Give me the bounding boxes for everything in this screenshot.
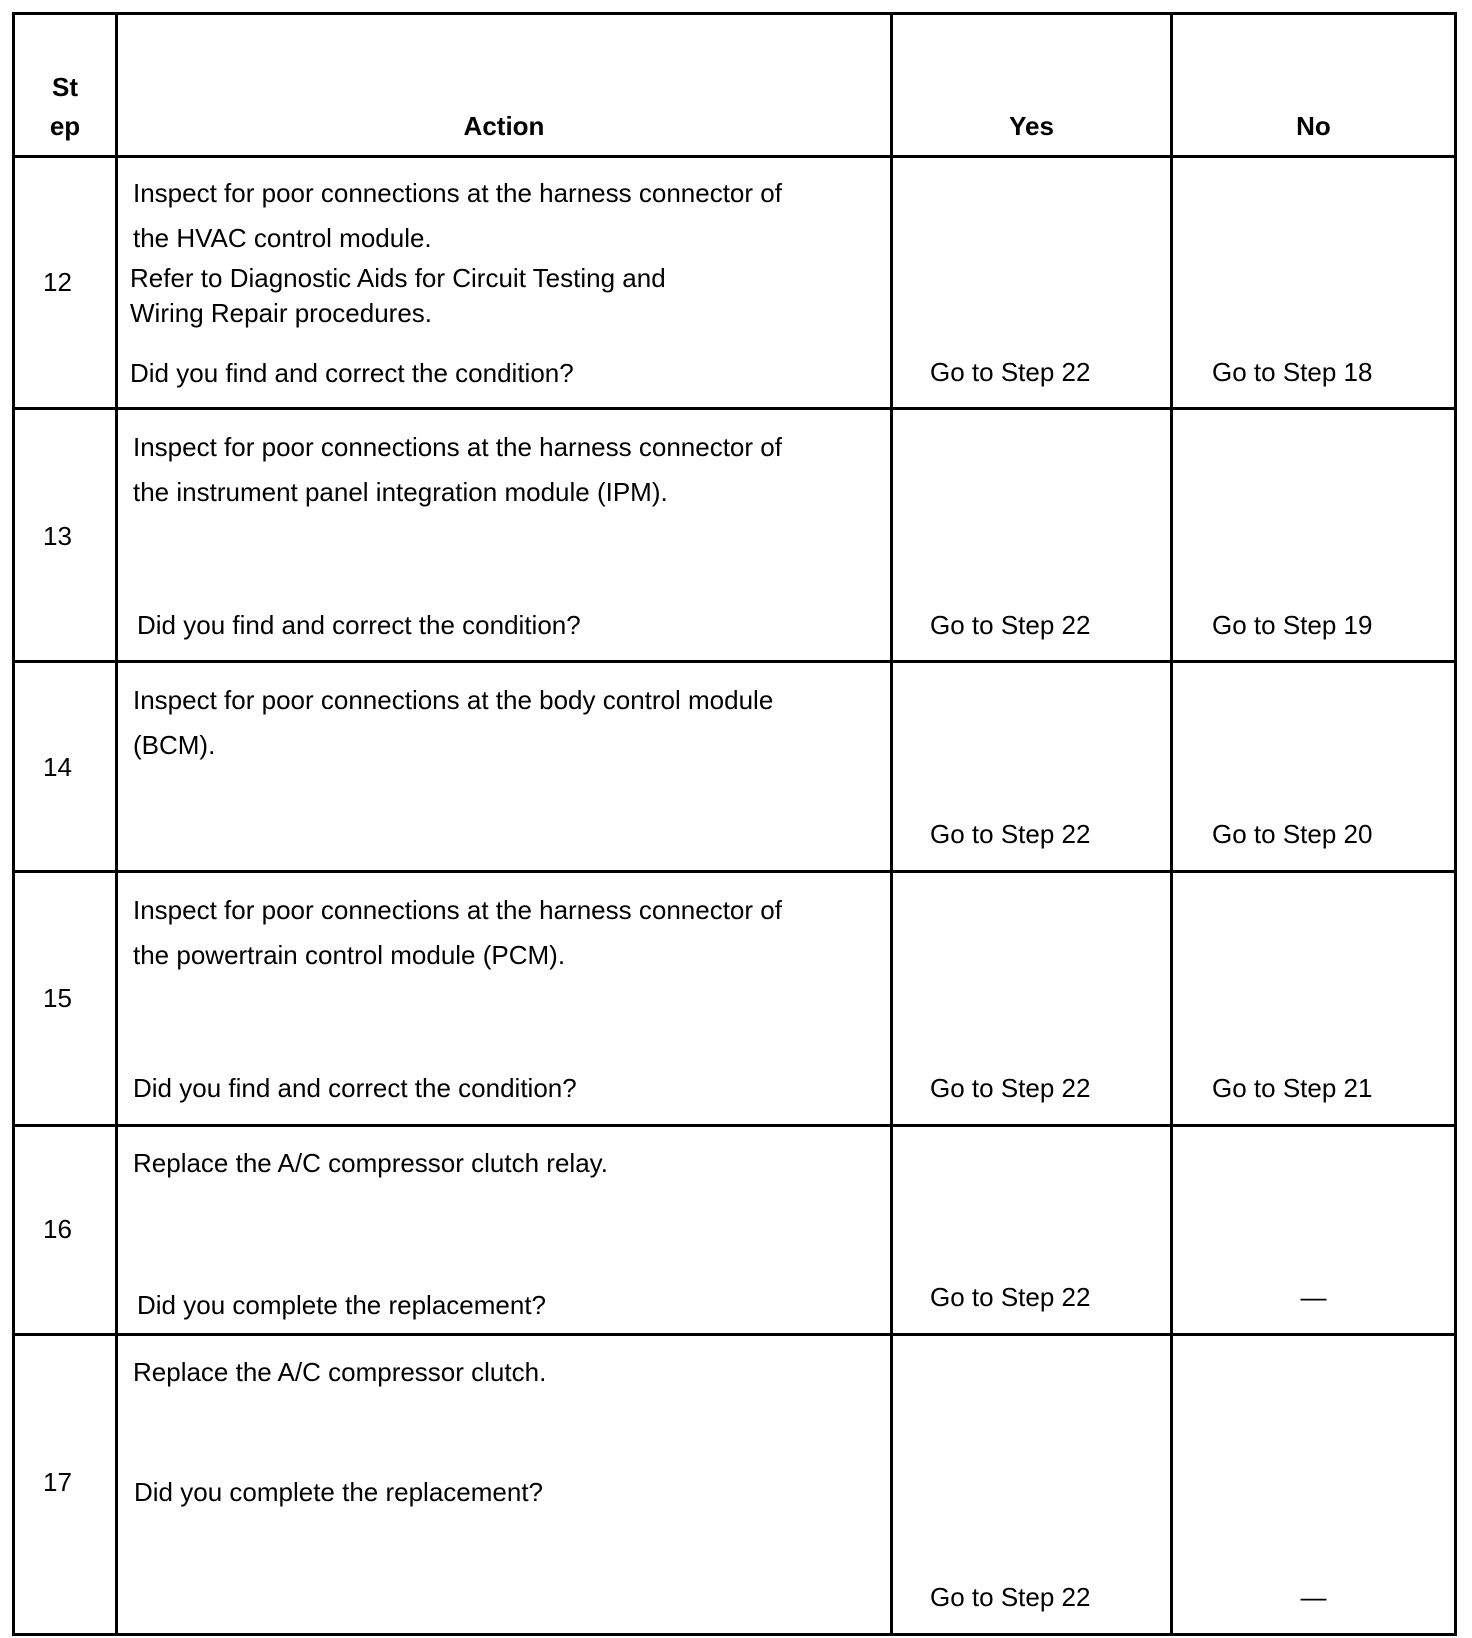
header-bottom-border xyxy=(12,155,1457,158)
step-number: 16 xyxy=(43,1214,72,1244)
row-divider-16 xyxy=(12,1333,1457,1336)
yes-result: Go to Step 22 xyxy=(930,1582,1091,1612)
col-divider-step xyxy=(115,12,118,1636)
action-line: Refer to Diagnostic Aids for Circuit Testing and xyxy=(130,263,666,293)
no-result: — xyxy=(1300,1282,1327,1312)
header-action: Action xyxy=(463,111,545,141)
header-step-line1: St xyxy=(52,72,78,102)
action-line: (BCM). xyxy=(133,730,216,760)
action-question: Did you find and correct the condition? xyxy=(137,610,581,640)
step-number: 12 xyxy=(43,267,72,297)
action-line: the HVAC control module. xyxy=(133,223,432,253)
step-number: 13 xyxy=(43,521,72,551)
action-question: Did you complete the replacement? xyxy=(134,1477,544,1507)
row-divider-13 xyxy=(12,660,1457,663)
step-number: 15 xyxy=(43,983,72,1013)
no-result: Go to Step 19 xyxy=(1212,610,1373,640)
col-divider-action xyxy=(890,12,893,1636)
no-result: — xyxy=(1300,1582,1327,1612)
no-result: Go to Step 20 xyxy=(1212,819,1373,849)
yes-result: Go to Step 22 xyxy=(930,819,1091,849)
table-left-border xyxy=(12,12,15,1636)
action-question: Did you complete the replacement? xyxy=(137,1290,547,1320)
table-bottom-border xyxy=(12,1633,1457,1636)
step-number: 17 xyxy=(43,1467,72,1497)
table-top-border xyxy=(12,12,1457,15)
header-no: No xyxy=(1296,111,1331,141)
yes-result: Go to Step 22 xyxy=(930,1073,1091,1103)
action-line: the powertrain control module (PCM). xyxy=(133,940,566,970)
col-divider-yes xyxy=(1170,12,1173,1636)
no-result: Go to Step 18 xyxy=(1212,357,1373,387)
action-line: Replace the A/C compressor clutch relay. xyxy=(133,1148,608,1178)
row-divider-12 xyxy=(12,407,1457,410)
row-divider-15 xyxy=(12,1124,1457,1127)
no-result: Go to Step 21 xyxy=(1212,1073,1373,1103)
action-line: Wiring Repair procedures. xyxy=(130,298,433,328)
action-line: Inspect for poor connections at the harness connector of xyxy=(133,178,782,208)
action-line: Inspect for poor connections at the harness connector of xyxy=(133,432,782,462)
step-number: 14 xyxy=(43,752,72,782)
table-right-border xyxy=(1454,12,1457,1636)
action-line: Replace the A/C compressor clutch. xyxy=(133,1357,547,1387)
yes-result: Go to Step 22 xyxy=(930,357,1091,387)
header-yes: Yes xyxy=(1009,111,1054,141)
action-question: Did you find and correct the condition? xyxy=(133,1073,577,1103)
action-line: Inspect for poor connections at the harness connector of xyxy=(133,895,782,925)
action-line: Inspect for poor connections at the body control module xyxy=(133,685,774,715)
action-line: the instrument panel integration module (IPM). xyxy=(133,477,668,507)
yes-result: Go to Step 22 xyxy=(930,1282,1091,1312)
row-divider-14 xyxy=(12,870,1457,873)
header-step-line2: ep xyxy=(49,111,81,141)
yes-result: Go to Step 22 xyxy=(930,610,1091,640)
action-question: Did you find and correct the condition? xyxy=(130,358,574,388)
